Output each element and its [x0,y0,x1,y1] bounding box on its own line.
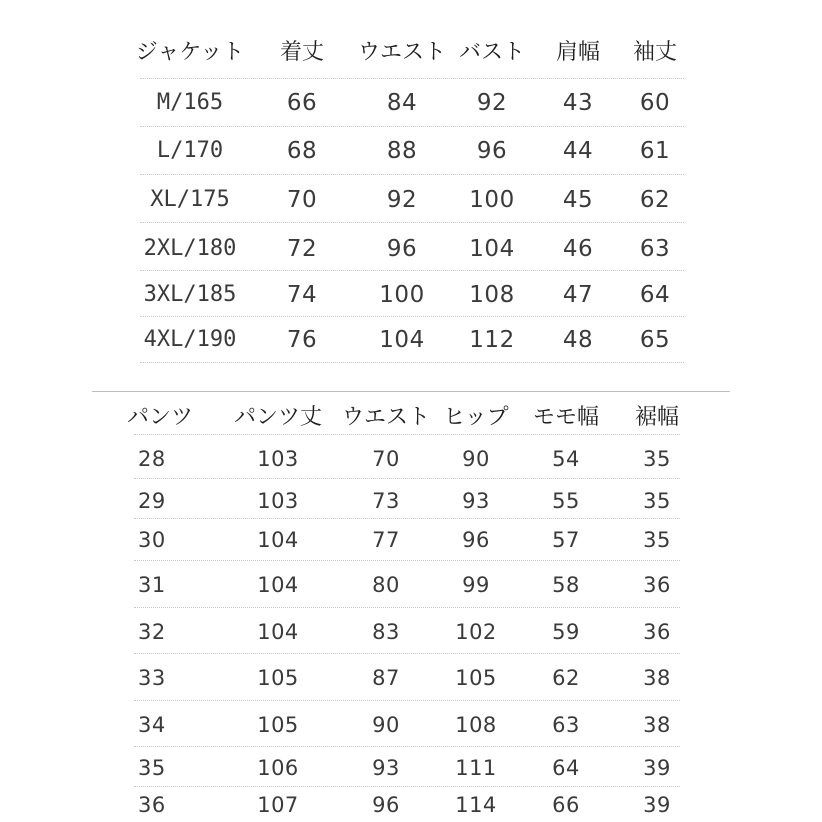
pants-size-label: 34 [138,713,166,737]
pants-table-cell: 104 [257,528,299,552]
pants-table-cell: 111 [455,756,497,780]
jacket-table-cell: 88 [386,138,418,164]
pants-table-cell: 36 [643,620,671,644]
jacket-table-cell: 47 [562,282,594,308]
pants-row-rule [134,746,680,747]
jacket-table-cell: 64 [639,282,671,308]
pants-table-cell: 38 [643,666,671,690]
jacket-column-header: バスト [458,40,526,65]
pants-table-cell: 90 [372,713,400,737]
pants-table-cell: 83 [372,620,400,644]
pants-size-label: 33 [138,666,166,690]
pants-size-label: 36 [138,793,166,817]
jacket-table-cell: 66 [286,90,318,116]
pants-column-header: モモ幅 [532,405,600,430]
jacket-table-cell: 62 [639,187,671,213]
jacket-table-cell: 96 [386,236,418,262]
jacket-column-header: ジャケット [135,40,245,65]
pants-table-cell: 108 [455,713,497,737]
pants-column-header: 裾幅 [634,405,680,430]
pants-table-cell: 66 [552,793,580,817]
pants-table-cell: 107 [257,793,299,817]
jacket-table-cell: 46 [562,236,594,262]
jacket-table-cell: 104 [379,327,425,353]
jacket-row-rule [140,362,684,363]
jacket-table-cell: 70 [286,187,318,213]
pants-column-header: ヒップ [443,405,509,430]
jacket-table-cell: 76 [286,327,318,353]
pants-row-rule [134,478,680,479]
jacket-size-label: M/165 [156,90,224,115]
jacket-row-rule [140,222,684,223]
pants-table-cell: 104 [257,573,299,597]
pants-column-header: パンツ [126,405,194,430]
pants-size-label: 28 [138,447,166,471]
pants-table-cell: 99 [462,573,490,597]
pants-row-rule [134,518,680,519]
pants-row-rule [134,700,680,701]
jacket-row-rule [140,174,684,175]
pants-table-cell: 36 [643,573,671,597]
pants-table-cell: 102 [455,620,497,644]
jacket-table-cell: 92 [386,187,418,213]
pants-table-cell: 73 [372,489,400,513]
jacket-table-cell: 104 [469,236,515,262]
pants-table-cell: 35 [643,447,671,471]
pants-table-cell: 64 [552,756,580,780]
pants-table-cell: 62 [552,666,580,690]
jacket-table-cell: 45 [562,187,594,213]
jacket-table-cell: 84 [386,90,418,116]
jacket-size-label: 2XL/180 [143,236,237,261]
jacket-size-label: 3XL/185 [143,282,237,307]
pants-table-cell: 57 [552,528,580,552]
jacket-column-header: ウエスト [357,40,447,65]
pants-table-cell: 87 [372,666,400,690]
jacket-table-cell: 96 [476,138,508,164]
jacket-table-cell: 108 [469,282,515,308]
pants-table-cell: 55 [552,489,580,513]
section-divider [92,391,730,392]
pants-row-rule [134,786,680,787]
pants-row-rule [134,607,680,608]
jacket-table-cell: 63 [639,236,671,262]
pants-table-cell: 59 [552,620,580,644]
pants-table-cell: 96 [372,793,400,817]
pants-row-rule [134,653,680,654]
jacket-table-cell: 43 [562,90,594,116]
pants-table-cell: 35 [643,489,671,513]
pants-table-cell: 70 [372,447,400,471]
jacket-column-header: 着丈 [279,40,325,65]
jacket-table-cell: 92 [476,90,508,116]
pants-table-cell: 103 [257,489,299,513]
jacket-table-cell: 68 [286,138,318,164]
pants-table-cell: 96 [462,528,490,552]
jacket-table-cell: 100 [469,187,515,213]
jacket-table-cell: 60 [639,90,671,116]
jacket-size-label: L/170 [156,138,224,163]
jacket-table-cell: 61 [639,138,671,164]
pants-row-rule [134,434,680,435]
pants-column-header: ウエスト [341,405,431,430]
pants-table-cell: 54 [552,447,580,471]
pants-table-cell: 35 [643,528,671,552]
jacket-column-header: 肩幅 [555,40,601,65]
jacket-table-cell: 48 [562,327,594,353]
jacket-table-cell: 44 [562,138,594,164]
jacket-table-cell: 72 [286,236,318,262]
jacket-table-cell: 65 [639,327,671,353]
pants-table-cell: 105 [257,713,299,737]
pants-table-cell: 105 [455,666,497,690]
jacket-row-rule [140,78,684,79]
pants-size-label: 31 [138,573,166,597]
jacket-column-header: 袖丈 [632,40,678,65]
pants-table-cell: 114 [455,793,497,817]
pants-table-cell: 105 [257,666,299,690]
pants-table-cell: 58 [552,573,580,597]
jacket-size-label: XL/175 [150,187,230,212]
jacket-row-rule [140,126,684,127]
pants-table-cell: 39 [643,756,671,780]
pants-size-label: 35 [138,756,166,780]
pants-row-rule [134,560,680,561]
jacket-table-cell: 112 [469,327,515,353]
pants-size-label: 30 [138,528,166,552]
jacket-row-rule [140,316,684,317]
pants-table-cell: 39 [643,793,671,817]
pants-table-cell: 63 [552,713,580,737]
jacket-table-cell: 74 [286,282,318,308]
pants-table-cell: 77 [372,528,400,552]
pants-table-cell: 90 [462,447,490,471]
pants-table-cell: 80 [372,573,400,597]
pants-column-header: パンツ丈 [233,405,323,430]
pants-table-cell: 93 [462,489,490,513]
jacket-table-cell: 100 [379,282,425,308]
pants-size-label: 32 [138,620,166,644]
pants-table-cell: 103 [257,447,299,471]
jacket-size-label: 4XL/190 [143,327,237,352]
pants-table-cell: 106 [257,756,299,780]
pants-table-cell: 38 [643,713,671,737]
jacket-row-rule [140,270,684,271]
pants-table-cell: 104 [257,620,299,644]
pants-size-label: 29 [138,489,166,513]
pants-table-cell: 93 [372,756,400,780]
